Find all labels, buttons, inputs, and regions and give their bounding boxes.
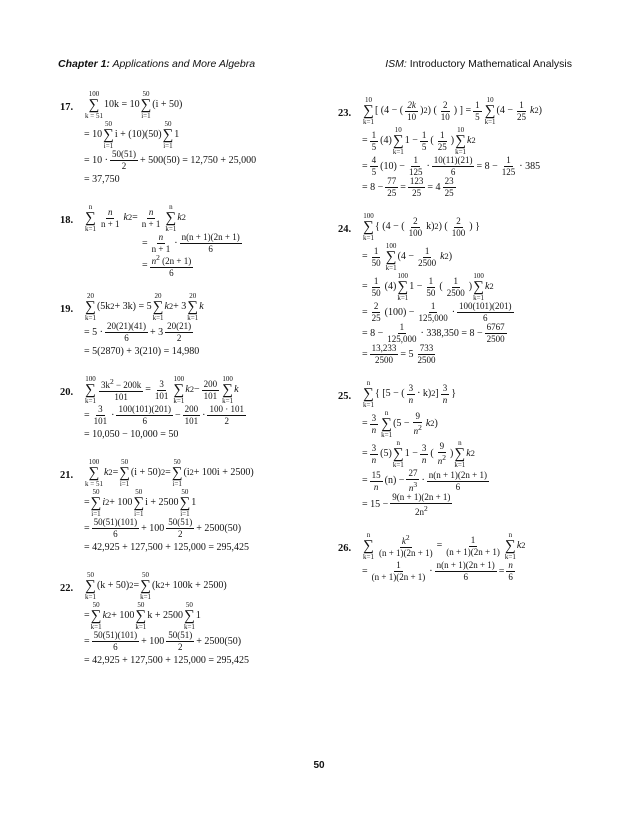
summation-sign: 10 ∑ k=1 [392,126,404,156]
equation-line: = $\frac{n^2 (2n + 1)}{6}$ [142,253,192,278]
fraction: $\frac{n}{n + 1}$ [151,232,171,254]
equation-line: = $\frac{1}{(n + 1)(2n + 1)}$ · $\frac{n(n + 1)(2n + 1)}{6}$ = $\frac{n}{6}$ [362,560,513,582]
summation-sign: 100 ∑ k = 51 [85,90,103,120]
fraction: $\frac{50(51)}{2}$ [168,630,193,652]
summation-sign: 100 ∑ k=1 [363,212,374,242]
problem-18 [60,203,320,278]
equation-line: = $\frac{2}{25}$ (100) − $\frac{1}{125,000}$ · $\frac{100(101)(201)}{6}$ [362,301,512,323]
fraction: $\frac{n(n + 1)(2n + 1)}{6}$ [436,560,495,582]
fraction: $\frac{n}{n + 1}$ [100,206,120,229]
equation-line: n ∑ k=1 $\frac{n}{n + 1}$ k 2 = $\frac{n}{n + 1}$ n ∑ k=1 k 2 [85,203,186,233]
chapter-header [58,58,255,70]
equation-line: = 5 · $\frac{20(21)(41)}{6}$ + 3 $\frac{20(21)}{2}$ [84,321,192,343]
summation-sign: 100 ∑ k=1 [385,242,397,272]
fraction: $\frac{3}{101}$ [154,378,169,401]
fraction: $\frac{1}{5}$ [371,129,377,152]
equation-line: = $\frac{3}{101}$ · $\frac{100(101)(201)}{6}$ − $\frac{200}{101}$ · $\frac{100 \cdot 101}{2}$ [84,404,244,426]
summation-sign: 100 ∑ k=1 [473,272,485,302]
summation-sign: 100 ∑ k=1 [173,375,185,405]
fraction: $\frac{6767}{2500}$ [486,322,505,344]
problem-25 [338,379,588,517]
equation-line: = 42,925 + 127,500 + 125,000 = 295,425 [84,542,250,553]
equation-line: 50 ∑ k=1 (k + 50) 2 = 50 ∑ k=1 (k 2 + 100k + 2500) [85,571,227,601]
fraction: $\frac{1}{(n + 1)(2n + 1)}$ [446,534,500,557]
fraction: $\frac{13,233}{2500}$ [371,343,397,365]
equation-line: = $\frac{3}{n}$ n ∑ k=1 (5 − $\frac{9}{n^2}$ k 2 ) [362,409,438,439]
fraction: $\frac{1}{25}$ [437,129,447,152]
problem-number: 24. [338,224,352,235]
summation-sign: 50 ∑ i=1 [119,458,130,488]
fraction: $\frac{1}{125}$ [408,155,423,177]
fraction: $\frac{1}{2500}$ [446,275,465,298]
problem-21 [60,458,320,557]
fraction: $\frac{50(51)(101)}{6}$ [93,630,138,652]
book-header [385,58,572,70]
equation-line: 100 ∑ k = 51 10k = 10 50 ∑ i=1 (i + 50) [85,90,183,120]
summation-sign: 50 ∑ k=1 [135,601,147,631]
problem-19 [60,292,320,361]
summation-sign: 20 ∑ k=1 [85,292,96,322]
fraction: $\frac{3}{n}$ [421,442,427,465]
fraction: $\frac{77}{25}$ [387,176,397,198]
summation-sign: 20 ∑ k=1 [187,292,199,322]
equation-line: = 50 ∑ k=1 k 2 + 100 50 ∑ k=1 k + 2500 50 ∑ k=1 1 [84,601,201,631]
fraction: $\frac{20(21)}{2}$ [167,321,192,343]
fraction: $\frac{123}{25}$ [409,176,424,198]
equation-line: = $\frac{4}{5}$ (10) − $\frac{1}{125}$ · $\frac{10(11)(21)}{6}$ = 8 − $\frac{1}{125}$ · 385 [362,155,541,177]
equation-line: = $\frac{50(51)(101)}{6}$ + 100 $\frac{50(51)}{2}$ + 2500(50) [84,517,242,539]
chapter-title: Applications and More Algebra [109,58,256,70]
problem-number: 25. [338,391,352,402]
fraction: $\frac{1}{5}$ [421,129,427,152]
fraction: $\frac{100(101)(201)}{6}$ [459,301,512,323]
problem-22 [60,571,320,670]
equation-line: 10 ∑ k=1 [ (4 − ( $\frac{2k}{10}$ ) 2 ) ( $\frac{2}{10}$ ) ] = $\frac{1}{5}$ 10 ∑ k=1 (4 − $\frac{1}{25}$ k 2 ) [363,96,542,126]
fraction: $\frac{15}{n}$ [371,469,381,492]
equation-line: = $\frac{13,233}{2500}$ = 5 $\frac{733}{2500}$ [362,343,436,365]
fraction: $\frac{200}{101}$ [184,404,199,426]
fraction: $\frac{1}{50}$ [371,245,381,268]
equation-line: 100 ∑ k=1 $\frac{3k^2 - 200k}{101}$ = $\frac{3}{101}$ 100 ∑ k=1 k 2 − $\frac{200}{101}$ 100 ∑ k=1 k [85,375,239,405]
equation-line: 100 ∑ k = 51 k 2 = 50 ∑ i=1 (i + 50) 2 = 50 ∑ i=1 (i 2 + 100i + 2500) [85,458,254,488]
fraction: $\frac{1}{2500}$ [418,245,437,268]
book-abbrev: ISM: [385,58,407,70]
fraction: $\frac{100(101)(201)}{6}$ [118,404,171,426]
fraction: $\frac{2k}{10}$ [407,99,417,122]
equation-line: 20 ∑ k=1 (5k 2 + 3k) = 5 20 ∑ k=1 k 2 + 3 20 ∑ k=1 k [85,292,204,322]
problem-number: 21. [60,470,74,481]
equation-line: = $\frac{1}{50}$ (4) 100 ∑ k=1 1 − $\frac{1}{50}$ ( $\frac{1}{2500}$ ) 100 ∑ k=1 k 2 [362,272,494,302]
summation-sign: 50 ∑ k=1 [183,601,195,631]
equation-line: = $\frac{1}{5}$ (4) 10 ∑ k=1 1 − $\frac{1}{5}$ ( $\frac{1}{25}$ ) 10 ∑ k=1 k 2 [362,126,476,156]
summation-sign: 50 ∑ i=1 [140,90,152,120]
summation-sign: 100 ∑ k=1 [397,272,409,302]
fraction: $\frac{4}{5}$ [371,155,377,177]
summation-sign: n ∑ k=1 [392,439,404,469]
summation-sign: 50 ∑ i=1 [179,488,191,518]
equation-line: = 8 − $\frac{1}{125,000}$ · 338,350 = 8 − $\frac{6767}{2500}$ [362,322,505,344]
fraction: $\frac{2}{25}$ [371,301,381,323]
summation-sign: 50 ∑ i=1 [90,488,102,518]
summation-sign: 50 ∑ k=1 [140,571,152,601]
summation-sign: 50 ∑ i=1 [133,488,145,518]
fraction: $\frac{9}{n^2}$ [437,441,446,466]
equation-line: = 37,750 [84,174,120,185]
fraction: $\frac{3}{n}$ [408,382,414,405]
equation-line: = 10 50 ∑ i=1 i + (10)(50) 50 ∑ i=1 1 [84,120,180,150]
problem-number: 22. [60,583,74,594]
fraction: $\frac{n}{n + 1}$ [141,206,161,229]
fraction: $\frac{1}{50}$ [426,275,436,298]
summation-sign: 50 ∑ i=1 [171,458,183,488]
equation-line: = 10,050 − 10,000 = 50 [84,429,179,440]
fraction: $\frac{2}{10}$ [440,99,450,122]
fraction: $\frac{2}{100}$ [408,215,423,238]
fraction: $\frac{50(51)}{2}$ [168,517,193,539]
summation-sign: n ∑ k=1 [504,531,516,561]
fraction: $\frac{733}{2500}$ [417,343,436,365]
equation-line: = $\frac{50(51)(101)}{6}$ + 100 $\frac{50(51)}{2}$ + 2500(50) [84,630,242,652]
equation-line: = 50 ∑ i=1 i 2 + 100 50 ∑ i=1 i + 2500 50 ∑ i=1 1 [84,488,197,518]
equation-line: 100 ∑ k=1 { (4 − ( $\frac{2}{100}$ k) 2 ) ( $\frac{2}{100}$ ) } [363,212,480,242]
equation-line: = $\frac{15}{n}$ (n) − $\frac{27}{n^3}$ · $\frac{n(n + 1)(2n + 1)}{6}$ [362,468,487,493]
fraction: $\frac{3}{n}$ [442,382,448,405]
summation-sign: 20 ∑ k=1 [152,292,164,322]
fraction: $\frac{1}{125}$ [501,155,516,177]
fraction: $\frac{1}{125,000}$ [387,322,417,344]
page-number: 50 [313,760,325,771]
fraction: $\frac{3}{n}$ [371,442,377,465]
fraction: $\frac{50(51)}{2}$ [111,149,136,171]
problem-20 [60,375,320,444]
fraction: $\frac{1}{25}$ [517,99,527,122]
equation-line: n ∑ k=1 { [5 − ( $\frac{3}{n}$ · k) 2 ] $\frac{3}{n}$ } [363,379,457,409]
problem-24 [338,212,588,365]
fraction: $\frac{k^2}{(n + 1)(2n + 1)}$ [378,533,433,558]
fraction: $\frac{n(n + 1)(2n + 1)}{6}$ [428,469,487,492]
equation-line: = $\frac{1}{50}$ 100 ∑ k=1 (4 − $\frac{1}{2500}$ k 2 ) [362,242,453,272]
chapter-label: Chapter 1: [58,58,110,70]
fraction: $\frac{3}{101}$ [93,404,108,426]
right-column [338,96,588,582]
problem-number: 17. [60,102,74,113]
problem-number: 26. [338,543,352,554]
summation-sign: 10 ∑ k=1 [363,96,374,126]
equation-line: = 5(2870) + 3(210) = 14,980 [84,346,200,357]
problem-number: 19. [60,304,74,315]
summation-sign: 50 ∑ k=1 [90,601,102,631]
fraction: $\frac{3k^2 - 200k}{101}$ [100,377,142,402]
summation-sign: n ∑ k=1 [454,439,466,469]
fraction: $\frac{20(21)(41)}{6}$ [106,321,146,343]
fraction: $\frac{10(11)(21)}{6}$ [433,155,473,177]
fraction: $\frac{100 \cdot 101}{2}$ [209,404,244,426]
summation-sign: n ∑ k=1 [165,203,177,233]
summation-sign: 50 ∑ i=1 [103,120,114,150]
equation-line: = $\frac{3}{n}$ (5) n ∑ k=1 1 − $\frac{3}{n}$ ( $\frac{9}{n^2}$ ) n ∑ k=1 k 2 [362,439,475,469]
problem-number: 20. [60,387,74,398]
fraction: $\frac{27}{n^3}$ [408,468,418,493]
fraction: $\frac{1}{5}$ [475,99,480,122]
fraction: $\frac{1}{(n + 1)(2n + 1)}$ [371,560,426,582]
left-column [60,90,320,670]
problem-number: 23. [338,108,352,119]
fraction: $\frac{9}{n^2}$ [413,411,422,436]
summation-sign: n ∑ k=1 [381,409,393,439]
fraction: $\frac{n(n + 1)(2n + 1)}{6}$ [181,232,240,254]
fraction: $\frac{50(51)(101)}{6}$ [93,517,138,539]
problem-number: 18. [60,215,74,226]
book-title: Introductory Mathematical Analysis [406,58,572,70]
equation-line: n ∑ k=1 $\frac{k^2}{(n + 1)(2n + 1)}$ = $\frac{1}{(n + 1)(2n + 1)}$ n ∑ k=1 k 2 [363,531,526,561]
problem-23 [338,96,588,198]
fraction: $\frac{200}{101}$ [203,378,218,401]
summation-sign: 10 ∑ k=1 [455,126,467,156]
equation-line: = 15 − $\frac{9(n + 1)(2n + 1)}{2n^2}$ [362,492,451,517]
fraction: $\frac{3}{n}$ [371,412,377,435]
fraction: $\frac{1}{50}$ [371,275,381,298]
problem-17 [60,90,320,189]
summation-sign: n ∑ k=1 [85,203,96,233]
fraction: $\frac{9(n + 1)(2n + 1)}{2n^2}$ [392,492,451,517]
summation-sign: 100 ∑ k=1 [222,375,234,405]
problem-26 [338,531,588,582]
summation-sign: 100 ∑ k=1 [85,375,96,405]
equation-line: = $\frac{n}{n + 1}$ · $\frac{n(n + 1)(2n + 1)}{6}$ [142,232,240,254]
summation-sign: 50 ∑ k=1 [85,571,96,601]
fraction: $\frac{1}{125,000}$ [418,301,448,323]
fraction: $\frac{2}{100}$ [451,215,466,238]
summation-sign: n ∑ k=1 [363,379,374,409]
equation-line: = 10 · $\frac{50(51)}{2}$ + 500(50) = 12,750 + 25,000 [84,149,257,171]
summation-sign: 10 ∑ k=1 [484,96,496,126]
equation-line: = 42,925 + 127,500 + 125,000 = 295,425 [84,655,250,666]
fraction: $\frac{23}{25}$ [444,176,454,198]
summation-sign: 50 ∑ i=1 [162,120,174,150]
equation-line: = 8 − $\frac{77}{25}$ = $\frac{123}{25}$ = 4 $\frac{23}{25}$ [362,176,454,198]
fraction: $\frac{n^2 (2n + 1)}{6}$ [151,253,192,278]
summation-sign: 100 ∑ k = 51 [85,458,103,488]
fraction: $\frac{n}{6}$ [508,560,513,582]
summation-sign: n ∑ k=1 [363,531,374,561]
